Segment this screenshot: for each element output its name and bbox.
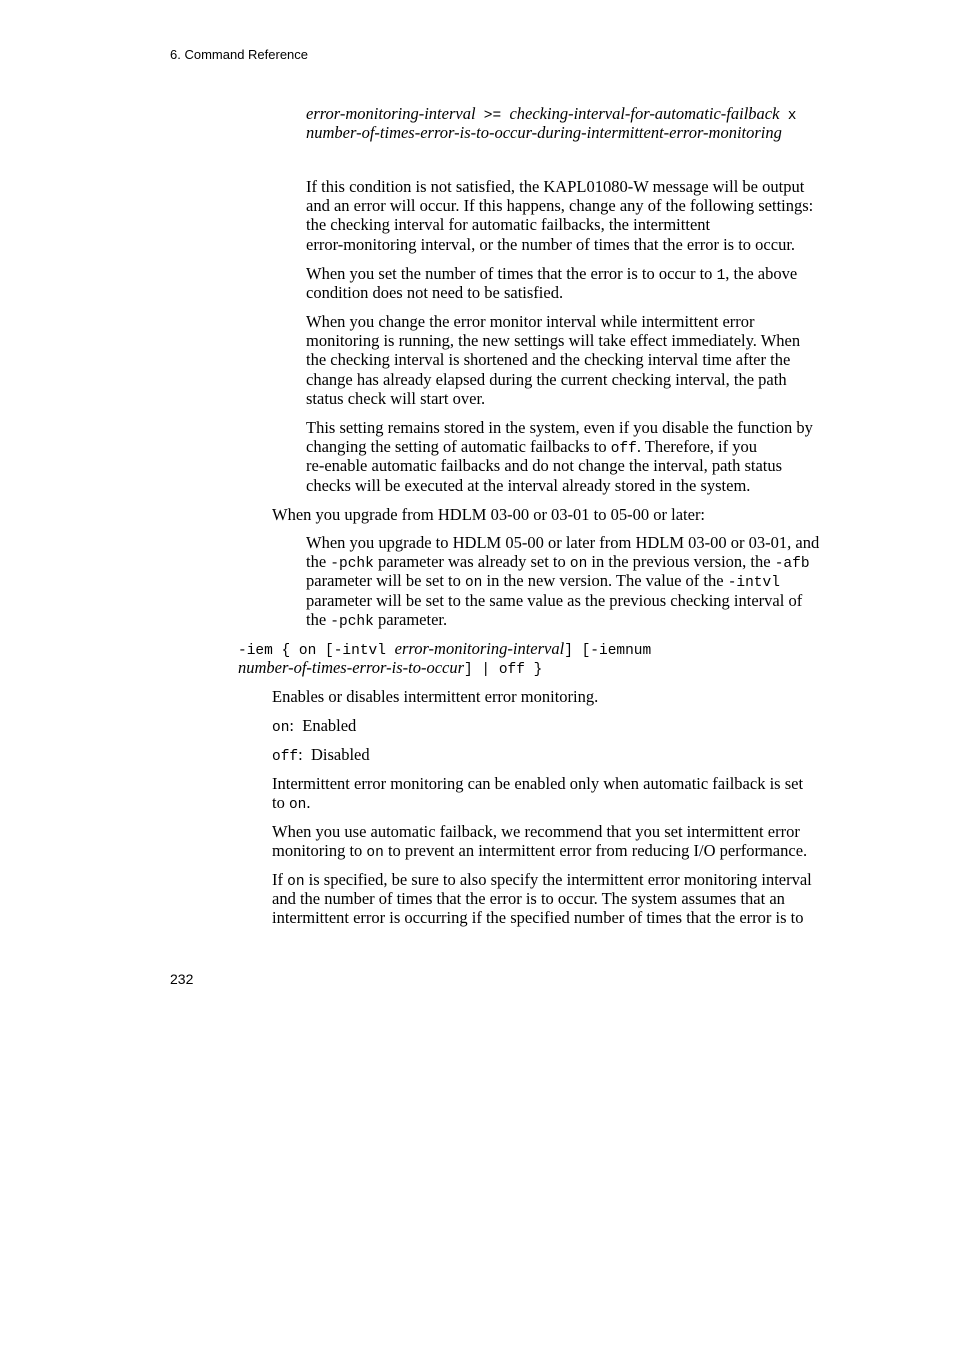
text-span: If: [272, 870, 288, 889]
text-line: error-monitoring interval, or the number of times that the error is to occur.: [306, 234, 796, 254]
formula-rhs2: number-of-times-error-is-to-occur-during-intermittent-error-monitoring: [306, 123, 782, 143]
text-span: in the new version. The value of the: [482, 571, 728, 591]
text-line: status check will start over.: [306, 388, 486, 408]
text-span: to prevent an intermittent error from reducing I/O performance.: [383, 841, 808, 861]
option-on: [272, 716, 356, 735]
running-header: 6. Command Reference: [170, 47, 309, 62]
text-span: When you set the number of times that the error is to occur to: [306, 264, 717, 283]
code-value: on: [366, 845, 384, 862]
text-line: change has already elapsed during the current checking interval, the path: [306, 369, 787, 389]
text-line: parameter will be set to the same value as the previous checking interval of: [306, 590, 803, 610]
text-line: When you upgrade from HDLM 03-00 or 03-01 to 05-00 or later:: [272, 505, 706, 524]
text-line: monitoring is running, the new settings will take effect immediately. When: [306, 331, 801, 351]
option-off: [272, 745, 370, 764]
text-span: changing the setting of automatic failbacks to: [306, 437, 611, 457]
paragraph-if-on: [272, 870, 812, 928]
code-value: -pchk: [330, 613, 374, 630]
text-span: . Therefore, if you: [636, 437, 758, 457]
text-line: the checking interval is shortened and the checking interval time after the: [306, 350, 791, 370]
text-line: intermittent error is occurring if the specified number of times that the error is to: [272, 908, 804, 928]
formula-times: x: [787, 108, 797, 124]
code-value: 1: [716, 268, 726, 284]
text-line: and the number of times that the error is to occur. The system assumes that an: [272, 889, 785, 909]
text-line: re-enable automatic failbacks and do not change the interval, path status: [306, 456, 783, 476]
text-span: parameter.: [373, 609, 448, 629]
paragraph-condition: [306, 177, 813, 254]
syntax-param: number-of-times-error-is-to-occur: [238, 658, 465, 678]
code-value: off: [610, 441, 637, 458]
syntax-param: error-monitoring-interval: [394, 639, 565, 658]
syntax-iem: [238, 639, 651, 677]
text-span: parameter will be set to: [306, 571, 465, 591]
text-line: When you use automatic failback, we recommend that you set intermittent error: [272, 822, 800, 841]
text-line: the checking interval for automatic failbacks, the intermittent: [306, 215, 711, 235]
formula-op: >=: [483, 108, 502, 124]
paragraph-enables: [272, 687, 598, 706]
text-line: When you upgrade to HDLM 05-00 or later from HDLM 03-00 or 03-01, and: [306, 533, 820, 552]
paragraph-setting-stored: [306, 418, 813, 495]
text-span: the: [306, 609, 331, 629]
code-value: on: [287, 874, 305, 890]
text-span: is specified, be sure to also specify the intermittent error monitoring interval: [304, 870, 812, 889]
text-line: When you change the error monitor interval while intermittent error: [306, 312, 755, 331]
text-line: and an error will occur. If this happens, change any of the following settings:: [306, 196, 814, 216]
paragraph-monitor-interval: [306, 312, 800, 408]
text-line: checks will be executed at the interval already stored in the system.: [306, 475, 751, 495]
text-span: the: [306, 552, 331, 572]
code-value: on: [464, 575, 483, 592]
text-line: Enables or disables intermittent error monitoring.: [272, 687, 599, 706]
paragraph-enable-condition: [272, 774, 803, 812]
paragraph-upgrade: [306, 533, 819, 629]
syntax-code: ] | off }: [464, 662, 543, 679]
code-value: -afb: [774, 556, 810, 573]
text-span: , the above: [725, 264, 798, 283]
text-span: to: [272, 793, 289, 813]
paragraph-error-count: [306, 264, 797, 302]
text-line: This setting remains stored in the system, even if you disable the function by: [306, 418, 813, 437]
text-span: in the previous version, the: [587, 552, 775, 572]
text-span: : Enabled: [289, 716, 357, 735]
text-line: If this condition is not satisfied, the KAPL01080-W message will be output: [306, 177, 805, 196]
paragraph-recommend: [272, 822, 807, 860]
text-span: monitoring to: [272, 841, 367, 861]
formula-rhs1: checking-interval-for-automatic-failback: [509, 104, 780, 123]
text-span: : Disabled: [298, 745, 370, 764]
code-value: -pchk: [330, 556, 374, 573]
text-span: parameter was already set to: [373, 552, 570, 572]
formula-lhs: error-monitoring-interval: [306, 104, 476, 123]
text-line: condition does not need to be satisfied.: [306, 283, 564, 303]
code-value: -intvl: [727, 575, 780, 592]
syntax-code: -iem { on [-intvl: [238, 643, 395, 659]
formula: [306, 104, 796, 142]
text-line: Intermittent error monitoring can be enabled only when automatic failback is set: [272, 774, 804, 793]
paragraph-upgrade-heading: [272, 505, 705, 524]
text-span: .: [306, 793, 311, 813]
code-value: on: [288, 797, 307, 814]
syntax-code: ] [-iemnum: [564, 643, 652, 659]
code-value: on: [272, 720, 290, 736]
code-value: on: [569, 556, 588, 573]
page-number: 232: [170, 971, 194, 987]
code-value: off: [272, 749, 299, 765]
